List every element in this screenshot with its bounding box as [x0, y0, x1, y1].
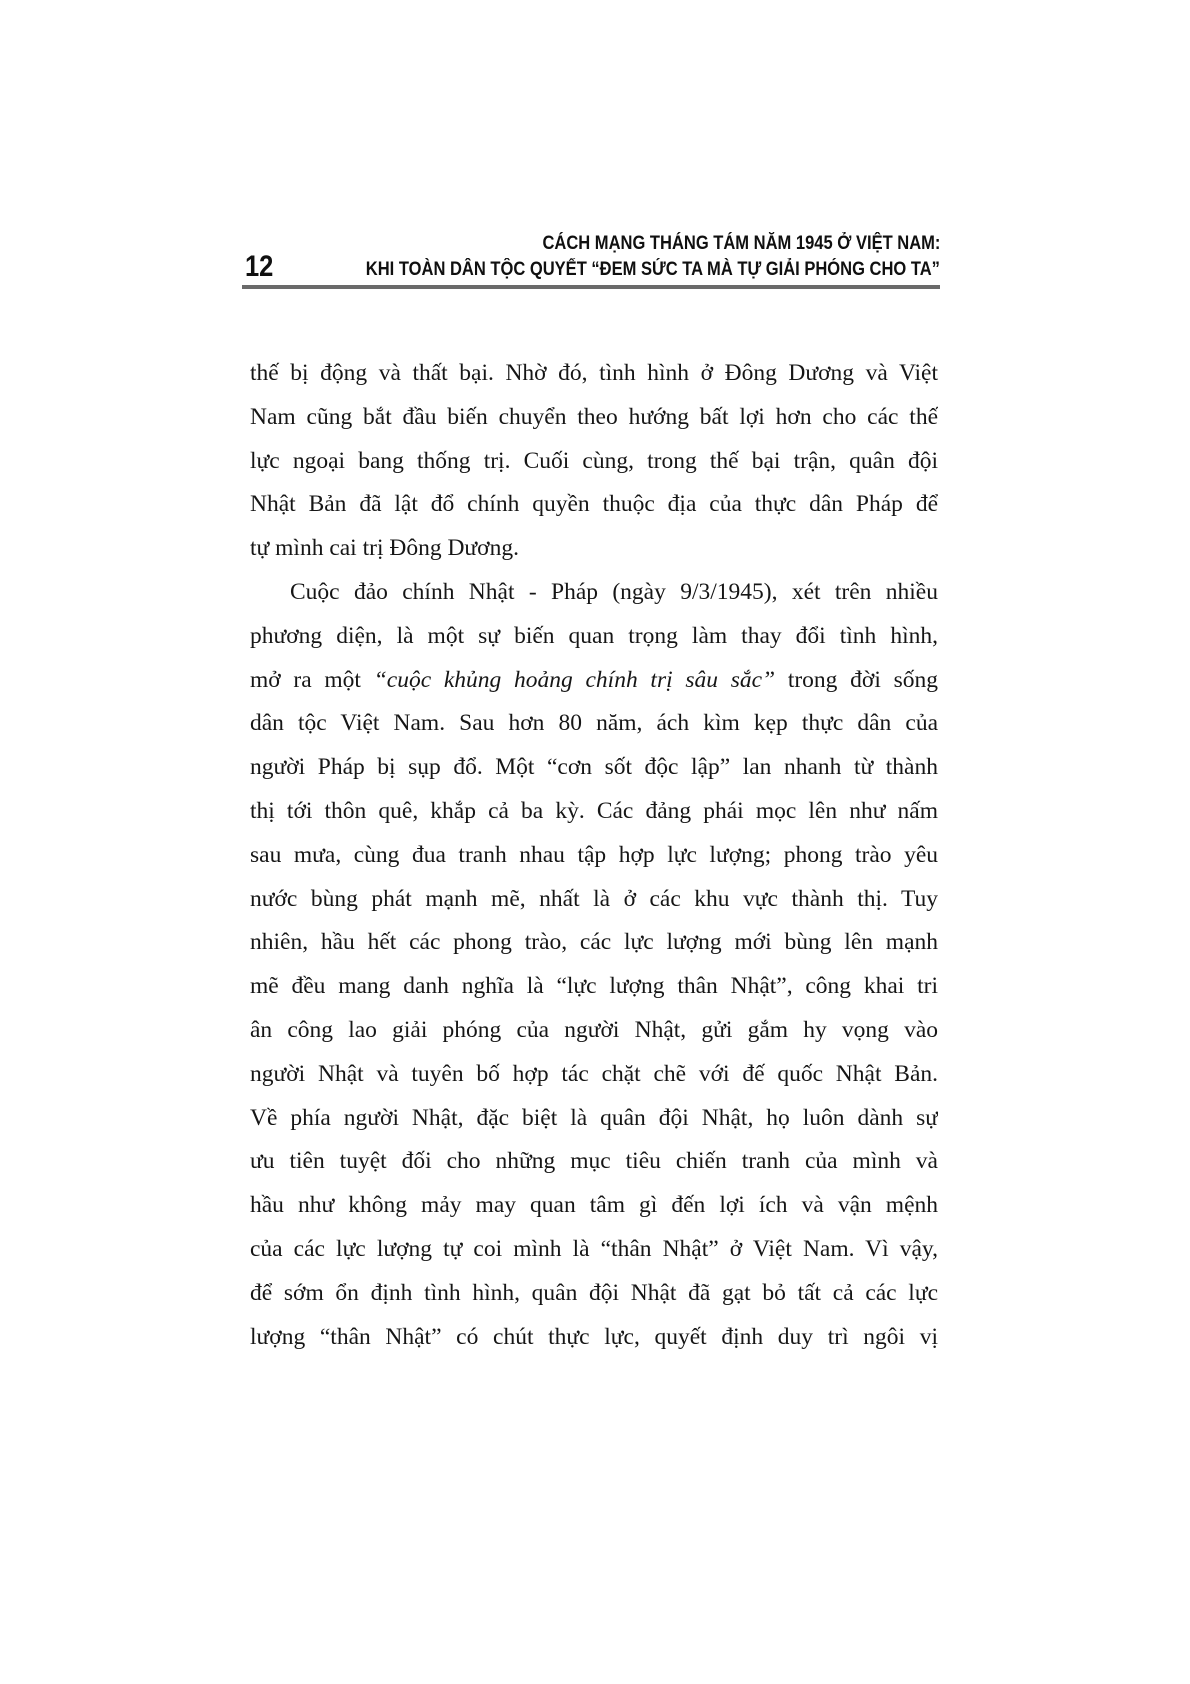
body-line	[250, 1272, 938, 1316]
body-line	[250, 1053, 938, 1097]
body-line-segment: thị tới thôn quê, khắp cả ba kỳ. Các đảng phái mọc lên như nấm	[250, 797, 938, 824]
body-line-italic-segment: “cuộc khủng hoảng chính trị sâu sắc”	[373, 666, 776, 693]
body-line	[250, 921, 938, 965]
body-line	[250, 1316, 938, 1360]
body-line	[250, 396, 938, 440]
body-line-segment: để sớm ổn định tình hình, quân đội Nhật đã gạt bỏ tất cả các lực	[250, 1279, 938, 1306]
body-line-segment: lực ngoại bang thống trị. Cuối cùng, trong thế bại trận, quân đội	[250, 447, 938, 474]
body-line	[250, 878, 938, 922]
running-title-text-1: CÁCH MẠNG THÁNG TÁM NĂM 1945 Ở VIỆT NAM:	[542, 233, 940, 254]
body-line-segment: ưu tiên tuyệt đối cho những mục tiêu chiến tranh của mình và	[250, 1148, 938, 1175]
body-line	[250, 1184, 938, 1228]
body-line	[250, 965, 938, 1009]
body-line-segment: phương diện, là một sự biến quan trọng làm thay đổi tình hình,	[250, 622, 938, 649]
body-line	[250, 615, 938, 659]
running-title	[242, 231, 940, 283]
header-rule	[242, 285, 940, 289]
body-line-segment: lượng “thân Nhật” có chút thực lực, quyết định duy trì ngôi vị	[250, 1323, 938, 1350]
body-line-segment: trong đời sống	[775, 666, 938, 693]
body-line-segment: Nhật Bản đã lật đổ chính quyền thuộc địa của thực dân Pháp để	[250, 491, 938, 518]
body-line	[250, 659, 938, 703]
body-line-segment: người Nhật và tuyên bố hợp tác chặt chẽ với đế quốc Nhật Bản.	[250, 1060, 938, 1087]
body-line	[250, 702, 938, 746]
body-line	[250, 746, 938, 790]
running-title-text-2: KHI TOÀN DÂN TỘC QUYẾT “ĐEM SỨC TA MÀ TỰ GIẢI PHÓNG CHO TA”	[365, 259, 940, 280]
body-line-segment: Cuộc đảo chính Nhật - Pháp (ngày 9/3/1945), xét trên nhiều	[290, 578, 938, 605]
body-line	[250, 483, 938, 527]
body-line	[250, 571, 938, 615]
body-line-segment: Nam cũng bắt đầu biến chuyển theo hướng bất lợi hơn cho các thế	[250, 403, 938, 430]
body-line	[250, 834, 938, 878]
running-title-line-2	[242, 257, 940, 283]
body-line	[250, 1009, 938, 1053]
running-title-line-1	[242, 231, 940, 257]
page-number: 12	[245, 250, 274, 283]
body-line-segment: thế bị động và thất bại. Nhờ đó, tình hình ở Đông Dương và Việt	[250, 360, 938, 386]
body-line	[250, 352, 938, 396]
body-line-segment: mẽ đều mang danh nghĩa là “lực lượng thân Nhật”, công khai tri	[250, 973, 938, 1000]
body-line-segment: nhiên, hầu hết các phong trào, các lực lượng mới bùng lên mạnh	[250, 929, 938, 956]
body-line	[250, 1097, 938, 1141]
body-line-segment: hầu như không mảy may quan tâm gì đến lợi ích và vận mệnh	[250, 1192, 938, 1219]
body-line-segment: mở ra một	[250, 666, 374, 693]
body-line-segment: ân công lao giải phóng của người Nhật, gửi gắm hy vọng vào	[250, 1016, 938, 1043]
body-line	[250, 1140, 938, 1184]
body-line-segment: người Pháp bị sụp đổ. Một “cơn sốt độc lập” lan nhanh từ thành	[250, 754, 938, 781]
body-line-segment: tự mình cai trị Đông Dương.	[250, 535, 519, 562]
body-line-segment: dân tộc Việt Nam. Sau hơn 80 năm, ách kìm kẹp thực dân của	[250, 710, 938, 737]
body-line	[250, 1228, 938, 1272]
body-line	[250, 527, 938, 571]
body-line-segment: nước bùng phát mạnh mẽ, nhất là ở các khu vực thành thị. Tuy	[250, 885, 938, 912]
body-line-segment: của các lực lượng tự coi mình là “thân Nhật” ở Việt Nam. Vì vậy,	[250, 1235, 938, 1262]
body-line-segment: sau mưa, cùng đua tranh nhau tập hợp lực lượng; phong trào yêu	[250, 841, 938, 868]
body-text	[250, 352, 938, 1359]
body-line	[250, 440, 938, 484]
body-line-segment: Về phía người Nhật, đặc biệt là quân đội Nhật, họ luôn dành sự	[250, 1104, 938, 1131]
body-line	[250, 790, 938, 834]
